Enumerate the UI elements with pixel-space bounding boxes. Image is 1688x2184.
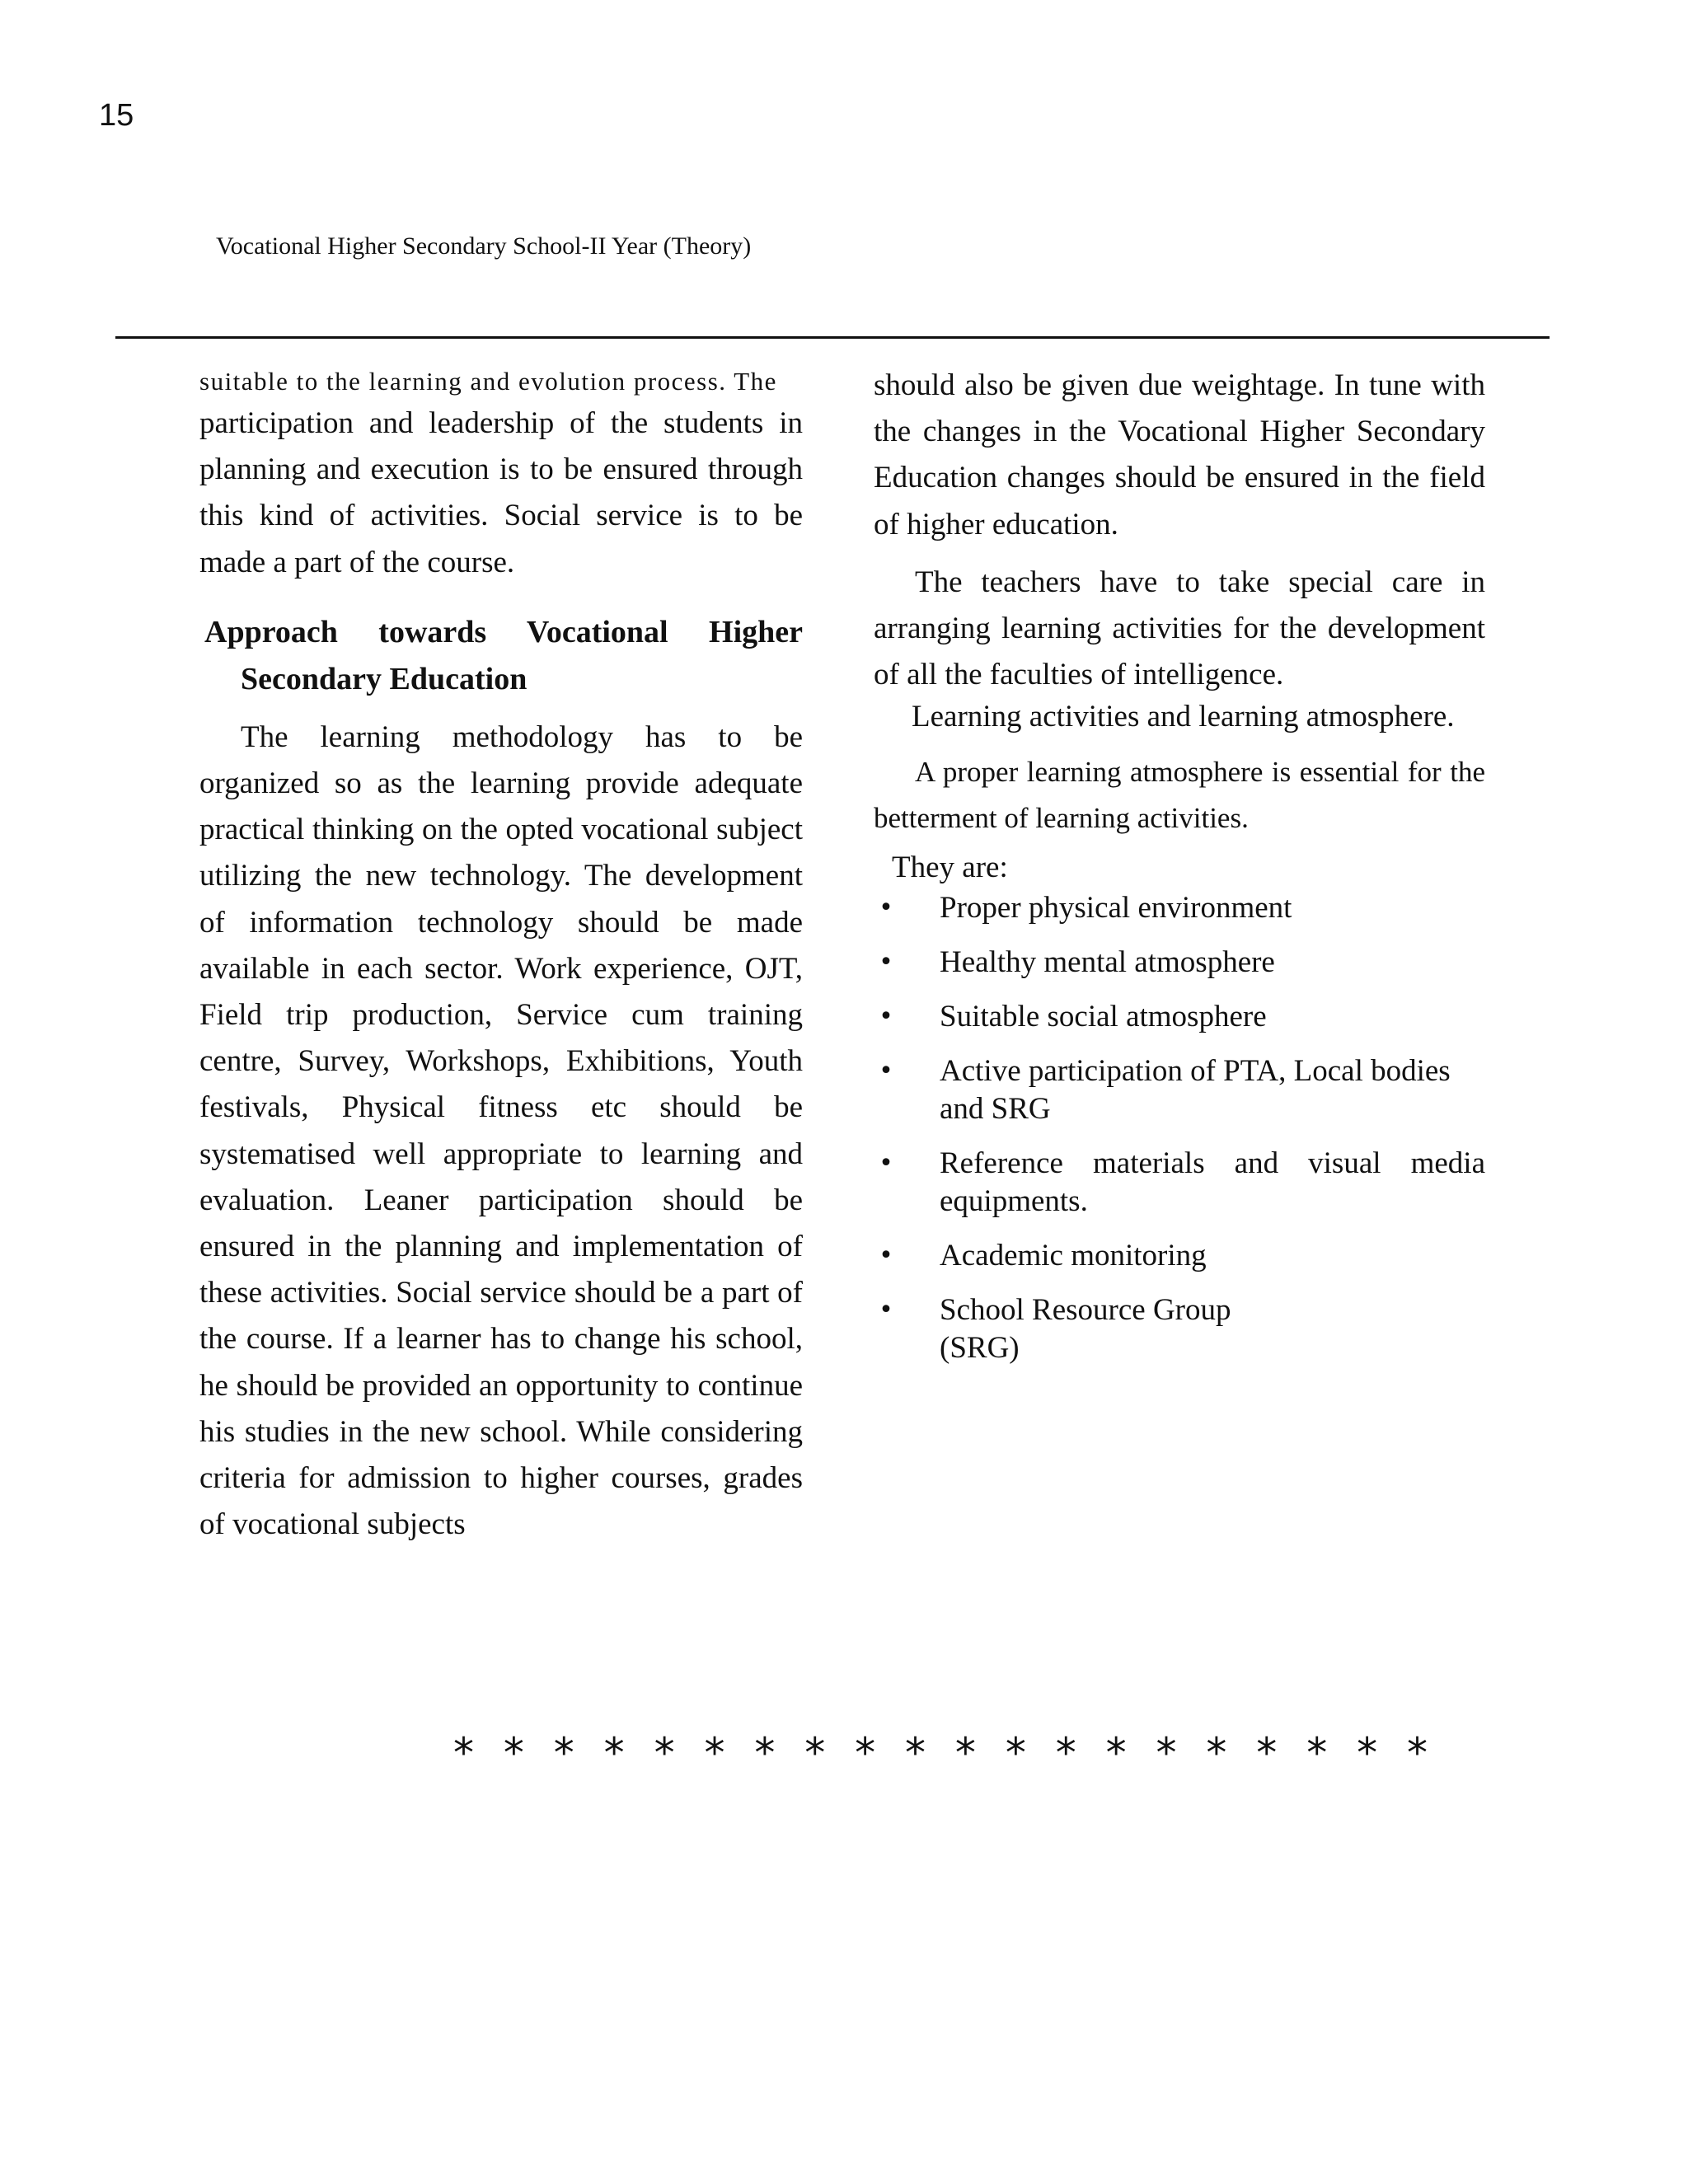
list-item-text: Proper physical environment (940, 891, 1292, 926)
list-intro: They are: (892, 851, 1008, 885)
list-item (874, 944, 1485, 982)
list-item-text: Suitable social atmosphere (940, 1000, 1267, 1034)
bullet-icon: • (879, 1149, 893, 1179)
right-paragraph-1: should also be given due weightage. In tune with the changes in the Vocational Higher Secondary Education changes should be ensured in the field of higher education. (874, 368, 1485, 541)
list-item (874, 1145, 1485, 1221)
subsection-heading: Learning activities and learning atmosphere. (912, 700, 1455, 734)
list-item-text: School Resource Group (SRG) (940, 1293, 1231, 1366)
left-paragraph-1: participation and leadership of the students in planning and execution is to be ensured through this kind of activities. Social service is to be made a part of the course. (199, 406, 803, 579)
list-item-text: Healthy mental atmosphere (940, 945, 1275, 980)
left-paragraph-2: The learning methodology has to be organized so as the learning provide adequate practical thinking on the opted vocational subject utilizing the new technology. The development of information technology should be made available in each sector. Work experience, OJT, Field trip production, Service cum training centre, Survey, Workshops, Exhibitions, Youth festivals, Physical fitness etc should be systematised well appropriate to learning and evaluation. Leaner participation should be ensured in the planning and implementation of these activities. Social service should be a part of the course. If a learner has to change his school, he should be provided an opportunity to continue his studies in the new school. While considering criteria for admission to higher courses, grades of vocational subjects (199, 719, 803, 1542)
list-item (874, 998, 1485, 1036)
left-paragraph-1-first-line: suitable to the learning and evolution process. The (199, 367, 777, 396)
atmosphere-list (874, 889, 1485, 1367)
page-number: 15 (99, 98, 134, 133)
left-column (199, 363, 803, 1548)
bullet-icon: • (879, 893, 893, 923)
bullet-icon: • (879, 1002, 893, 1032)
list-item (874, 1291, 1485, 1367)
header-divider (115, 336, 1550, 339)
list-item-text: Active participation of PTA, Local bodies and SRG (940, 1054, 1451, 1127)
right-column (874, 363, 1485, 1384)
list-item (874, 1237, 1485, 1275)
running-header: Vocational Higher Secondary School-II Year (Theory) (216, 232, 752, 260)
list-item-text: Reference materials and visual media equipments. (940, 1146, 1485, 1219)
right-paragraph-3: A proper learning atmosphere is essential for the betterment of learning activities. (874, 756, 1485, 835)
list-item (874, 1052, 1485, 1128)
section-end-stars: * * * * * * * * * * * * * * * * * * * * (453, 1729, 1436, 1777)
bullet-icon: • (879, 1296, 893, 1325)
section-heading: Approach towards Vocational Higher Secondary Education (204, 614, 803, 696)
list-item (874, 889, 1485, 927)
bullet-icon: • (879, 948, 893, 977)
list-item-text: Academic monitoring (940, 1239, 1207, 1273)
bullet-icon: • (879, 1057, 893, 1086)
right-paragraph-2: The teachers have to take special care in arranging learning activities for the development of all the faculties of intelligence. (874, 565, 1485, 692)
bullet-icon: • (879, 1241, 893, 1271)
